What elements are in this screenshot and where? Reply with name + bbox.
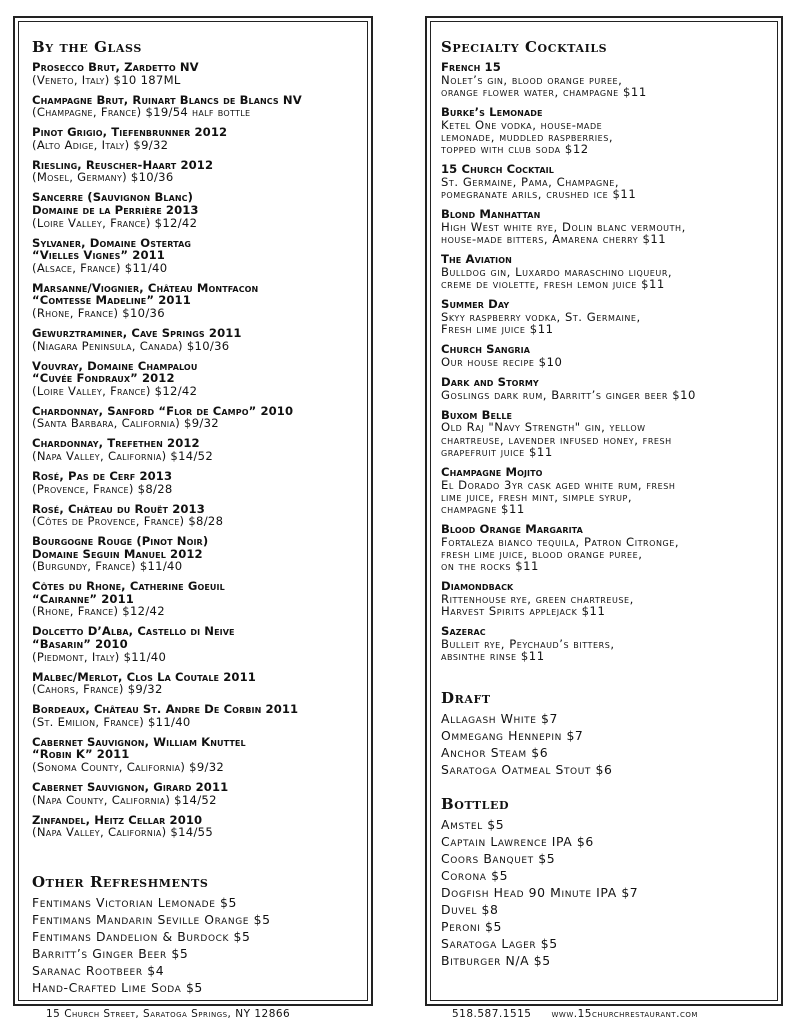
- menu-item: [32, 625, 363, 662]
- menu-item: [32, 503, 363, 528]
- item-name: Riesling, Reuscher-Haart 2012: [32, 157, 214, 172]
- list-item: Duvel $8: [441, 902, 499, 918]
- item-description: Fortaleza bianco tequila, Patron Citronge, fresh lime juice, blood orange puree, on the rocks $11: [441, 534, 680, 574]
- menu-item: [441, 163, 773, 200]
- menu-item: [32, 327, 363, 352]
- menu-item: [441, 625, 773, 662]
- footer-website[interactable]: www.15churchrestaurant.com: [551, 1008, 698, 1020]
- item-description: (Cahors, France) $9/32: [32, 682, 163, 697]
- item-description: (Napa Valley, California) $14/52: [32, 448, 214, 463]
- list-item: Coors Banquet $5: [441, 851, 556, 867]
- item-description: Rittenhouse rye, green chartreuse, Harvest Spirits applejack $11: [441, 592, 634, 619]
- menu-item: [32, 703, 363, 728]
- item-description: El Dorado 3yr cask aged white rum, fresh lime juice, fresh mint, simple syrup, champagne $11: [441, 477, 676, 516]
- item-name: Dolcetto D’Alba, Castello di Neive “Basarin” 2010: [32, 624, 235, 652]
- item-description: (Rhone, France) $12/42: [32, 604, 165, 619]
- menu-item: [32, 814, 363, 839]
- item-name: Sylvaner, Domaine Ostertag “Vielles Vignes” 2011: [32, 235, 192, 263]
- item-description: (Champagne, France) $19/54 half bottle: [32, 105, 251, 120]
- item-description: (Mosel, Germany) $10/36: [32, 170, 174, 185]
- specialty-cocktails-section: [431, 39, 777, 662]
- menu-item: [32, 282, 363, 319]
- item-name: Rosé, Château du Rouët 2013: [32, 501, 205, 516]
- item-description: Goslings dark rum, Barritt’s ginger beer $10: [441, 387, 696, 402]
- refreshments-list: [32, 894, 363, 996]
- menu-item: [32, 237, 363, 274]
- list-item: Dogfish Head 90 Minute IPA $7: [441, 885, 639, 901]
- item-description: (Alsace, France) $11/40: [32, 260, 168, 275]
- list-item: Anchor Steam $6: [441, 745, 549, 761]
- item-description: Skyy raspberry vodka, St. Germaine, Fresh lime juice $11: [441, 309, 641, 336]
- item-name: 15 Church Cocktail: [441, 162, 554, 177]
- menu-item: [441, 409, 773, 458]
- item-name: Zinfandel, Heitz Cellar 2010: [32, 812, 203, 827]
- menu-item: [32, 159, 363, 184]
- menu-item: [32, 470, 363, 495]
- item-name: French 15: [441, 60, 501, 74]
- menu-item: [32, 535, 363, 572]
- draft-title: Draft: [441, 689, 491, 708]
- item-description: (Napa County, California) $14/52: [32, 792, 217, 807]
- item-name: Bourgogne Rouge (Pinot Noir) Domaine Seguin Manuel 2012: [32, 534, 209, 561]
- list-item: Amstel $5: [441, 817, 505, 833]
- item-description: (Provence, France) $8/28: [32, 481, 173, 496]
- other-refreshments-section: [19, 874, 367, 996]
- item-name: Sazerac: [441, 624, 486, 639]
- list-item: Peroni $5: [441, 919, 502, 935]
- menu-item: [441, 343, 773, 368]
- by-the-glass-title: By the Glass: [32, 38, 142, 56]
- list-item: Saratoga Oatmeal Stout $6: [441, 762, 613, 778]
- bottled-list: [441, 816, 773, 969]
- item-description: (Burgundy, France) $11/40: [32, 559, 183, 574]
- bottled-title: Bottled: [441, 795, 510, 814]
- item-name: Pinot Grigio, Tiefenbrunner 2012: [32, 125, 228, 140]
- item-description: (Napa Valley, California) $14/55: [32, 825, 214, 840]
- menu-item: [32, 580, 363, 617]
- menu-item: [32, 736, 363, 773]
- menu-item: [441, 523, 773, 572]
- item-description: (Niagara Peninsula, Canada) $10/36: [32, 338, 230, 353]
- left-panel-border: [18, 21, 368, 1001]
- menu-item: [32, 781, 363, 806]
- specialty-cocktails-title: Specialty Cocktails: [441, 38, 608, 56]
- footer-phone: 518.587.1515: [452, 1008, 532, 1020]
- draft-section: [431, 690, 777, 778]
- item-name: Chardonnay, Sanford “Flor de Campo” 2010: [32, 403, 294, 418]
- item-description: (Sonoma County, California) $9/32: [32, 760, 225, 775]
- item-name: Chardonnay, Trefethen 2012: [32, 436, 200, 451]
- right-menu-panel: [425, 16, 783, 1006]
- item-description: (Santa Barbara, California) $9/32: [32, 416, 219, 431]
- item-description: (Loire Valley, France) $12/42: [32, 215, 198, 230]
- list-item: Barritt’s Ginger Beer $5: [32, 946, 189, 962]
- left-menu-panel: [13, 16, 373, 1006]
- menu-item: [32, 191, 363, 228]
- item-description: Ketel One vodka, house-made lemonade, muddled raspberries, topped with club soda $12: [441, 117, 614, 156]
- item-name: Cabernet Sauvignon, William Knuttel “Robin K” 2011: [32, 734, 246, 762]
- list-item: Saratoga Lager $5: [441, 936, 558, 952]
- item-name: The Aviation: [441, 252, 512, 267]
- item-name: Prosecco Brut, Zardetto NV: [32, 60, 199, 74]
- menu-item: [32, 671, 363, 696]
- item-description: (Alto Adige, Italy) $9/32: [32, 137, 169, 152]
- item-name: Church Sangria: [441, 342, 530, 357]
- item-description: (Rhone, France) $10/36: [32, 305, 165, 320]
- list-item: Fentimans Dandelion & Burdock $5: [32, 929, 251, 945]
- item-description: (Piedmont, Italy) $11/40: [32, 649, 167, 664]
- wine-list: [32, 61, 363, 838]
- item-description: (Veneto, Italy) $10 187ML: [32, 72, 181, 87]
- item-name: Blood Orange Margarita: [441, 522, 583, 537]
- item-description: St. Germaine, Pama, Champagne, pomegranate arils, crushed ice $11: [441, 174, 637, 201]
- item-name: Buxom Belle: [441, 407, 513, 422]
- menu-item: [441, 298, 773, 335]
- item-description: (Loire Valley, France) $12/42: [32, 383, 198, 398]
- menu-item: [441, 466, 773, 515]
- list-item: Fentimans Mandarin Seville Orange $5: [32, 912, 271, 928]
- list-item: Hand-Crafted Lime Soda $5: [32, 980, 203, 996]
- right-panel-border: [430, 21, 778, 1001]
- bottled-section: [431, 796, 777, 969]
- item-name: Blond Manhattan: [441, 207, 541, 222]
- by-the-glass-section: [19, 39, 367, 838]
- menu-item: [32, 360, 363, 397]
- item-name: Bordeaux, Château St. Andre De Corbin 2011: [32, 702, 299, 717]
- item-name: Burke’s Lemonade: [441, 105, 543, 119]
- item-name: Marsanne/Viognier, Château Montfacon “Comtesse Madeline” 2011: [32, 280, 259, 308]
- item-name: Diamondback: [441, 579, 514, 594]
- item-name: Cabernet Sauvignon, Girard 2011: [32, 780, 229, 795]
- item-name: Gewurztraminer, Cave Springs 2011: [32, 325, 242, 340]
- menu-item: [32, 405, 363, 430]
- menu-item: [441, 106, 773, 155]
- menu-item: [441, 61, 773, 98]
- list-item: Saranac Rootbeer $4: [32, 963, 165, 979]
- list-item: Captain Lawrence IPA $6: [441, 834, 594, 850]
- item-description: Old Raj "Navy Strength" gin, yellow chartreuse, lavender infused honey, fresh grapefruit juice $11: [441, 420, 672, 459]
- item-name: Malbec/Merlot, Clos La Coutale 2011: [32, 669, 256, 684]
- item-name: Rosé, Pas de Cerf 2013: [32, 468, 173, 483]
- item-name: Sancerre (Sauvignon Blanc) Domaine de la Perrière 2013: [32, 190, 199, 217]
- item-name: Dark and Stormy: [441, 375, 539, 389]
- item-description: (Côtes de Provence, France) $8/28: [32, 514, 224, 529]
- item-description: Our house recipe $10: [441, 354, 563, 369]
- other-refreshments-title: Other Refreshments: [32, 873, 209, 892]
- item-description: (St. Emilion, France) $11/40: [32, 714, 191, 729]
- item-description: High West white rye, Dolin blanc vermouth, house-made bitters, Amarena cherry $11: [441, 219, 686, 246]
- item-description: Bulldog gin, Luxardo maraschino liqueur, creme de violette, fresh lemon juice $11: [441, 264, 673, 291]
- item-description: Nolet’s gin, blood orange puree, orange flower water, champagne $11: [441, 72, 647, 99]
- footer-contact: [452, 1008, 698, 1020]
- menu-item: [32, 61, 363, 86]
- list-item: Bitburger N/A $5: [441, 953, 551, 969]
- menu-item: [32, 126, 363, 151]
- menu-item: [441, 580, 773, 617]
- item-name: Vouvray, Domaine Champalou “Cuvée Fondraux” 2012: [32, 358, 198, 386]
- menu-item: [441, 208, 773, 245]
- item-name: Côtes du Rhone, Catherine Goeuil “Cairanne” 2011: [32, 579, 225, 606]
- list-item: Corona $5: [441, 868, 509, 884]
- menu-item: [441, 253, 773, 290]
- menu-item: [32, 94, 363, 119]
- list-item: Allagash White $7: [441, 711, 559, 727]
- draft-list: [441, 710, 773, 778]
- list-item: Fentimans Victorian Lemonade $5: [32, 895, 237, 911]
- item-name: Summer Day: [441, 297, 510, 312]
- cocktail-list: [441, 61, 773, 662]
- item-name: Champagne Mojito: [441, 465, 543, 479]
- menu-item: [32, 437, 363, 462]
- menu-item: [441, 376, 773, 401]
- item-name: Champagne Brut, Ruinart Blancs de Blancs NV: [32, 92, 302, 107]
- list-item: Ommegang Hennepin $7: [441, 728, 584, 744]
- item-description: Bulleit rye, Peychaud’s bitters, absinthe rinse $11: [441, 637, 615, 664]
- footer-address: 15 Church Street, Saratoga Springs, NY 12866: [46, 1008, 291, 1020]
